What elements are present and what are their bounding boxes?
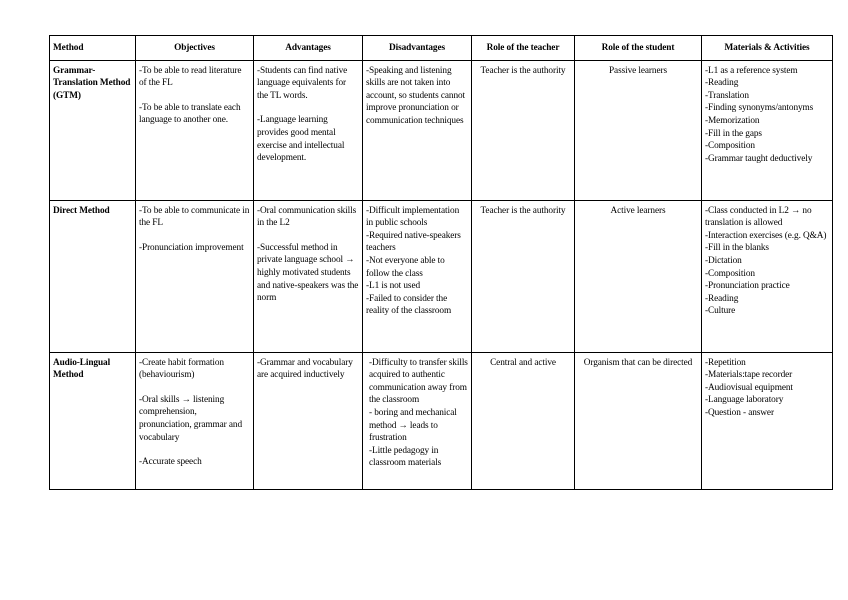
disadvantage-item: -Difficulty to transfer skills acquired to authentic communication away from the classroom - boring and mechanical method → leads to frustration -Little pedagogy in classroom materials [369,357,468,469]
disadvantages-cell [363,200,472,352]
student-role-cell: Active learners [575,200,702,352]
student-role-cell: Passive learners [575,60,702,200]
header-objectives: Objectives [136,36,254,61]
student-role-cell: Organism that can be directed [575,352,702,489]
header-advantages: Advantages [254,36,363,61]
table-row-audio-lingual [50,352,833,489]
materials-cell: -L1 as a reference system -Reading -Translation -Finding synonyms/antonyms -Memorization -Fill in the gaps -Composition -Grammar taught deductively [702,60,833,200]
advantage-item: -Oral communication skills in the L2 [257,205,357,229]
advantage-item: -Grammar and vocabulary are acquired inductively [257,357,353,381]
methods-comparison-table [49,35,833,490]
objective-item: -To be able to communicate in the FL [139,205,250,229]
disadvantages-cell [363,352,472,489]
method-cell: Audio-Lingual Method [50,352,136,489]
table-row-direct [50,200,833,352]
advantage-item: -Successful method in private language school → highly motivated students and native-speakers was the norm [257,242,359,304]
objective-item: -Create habit formation (behaviourism) [139,357,224,381]
objective-item: -Oral skills → listening comprehension, pronunciation, grammar and vocabulary [139,394,242,443]
materials-cell: -Class conducted in L2 → no translation is allowed -Interaction exercises (e.g. Q&A) -Fill in the blanks -Dictation -Composition -Pronunciation practice -Reading -Culture [702,200,833,352]
objective-item: -To be able to read literature of the FL [139,65,242,89]
teacher-role-cell: Teacher is the authority [472,60,575,200]
teacher-role-cell: Teacher is the authority [472,200,575,352]
advantages-cell [254,200,363,352]
method-cell: Grammar-Translation Method (GTM) [50,60,136,200]
objectives-cell [136,352,254,489]
header-materials: Materials & Activities [702,36,833,61]
disadvantages-cell [363,60,472,200]
objectives-cell [136,60,254,200]
objective-item: -Pronunciation improvement [139,242,244,253]
materials-cell: -Repetition -Materials:tape recorder -Audiovisual equipment -Language laboratory -Question - answer [702,352,833,489]
header-role-student: Role of the student [575,36,702,61]
header-disadvantages: Disadvantages [363,36,472,61]
advantages-cell [254,352,363,489]
disadvantage-item: -Difficult implementation in public schools -Required native-speakers teachers -Not everyone able to follow the class -L1 is not used -Failed to consider the reality of the classroom [366,205,461,317]
objectives-cell [136,200,254,352]
objective-item: -To be able to translate each language to another one. [139,102,241,126]
disadvantage-item: -Speaking and listening skills are not taken into account, so students cannot improve pronunciation or communication techniques [366,65,466,126]
objective-item: -Accurate speech [139,457,202,468]
teacher-role-cell: Central and active [472,352,575,489]
method-cell: Direct Method [50,200,136,352]
advantage-item: -Students can find native language equivalents for the TL words. [257,65,348,101]
advantages-cell [254,60,363,200]
table-row-gtm [50,60,833,200]
header-role-teacher: Role of the teacher [472,36,575,61]
advantage-item: -Language learning provides good mental exercise and intellectual development. [257,115,345,164]
header-method: Method [50,36,136,61]
header-row [50,36,833,61]
